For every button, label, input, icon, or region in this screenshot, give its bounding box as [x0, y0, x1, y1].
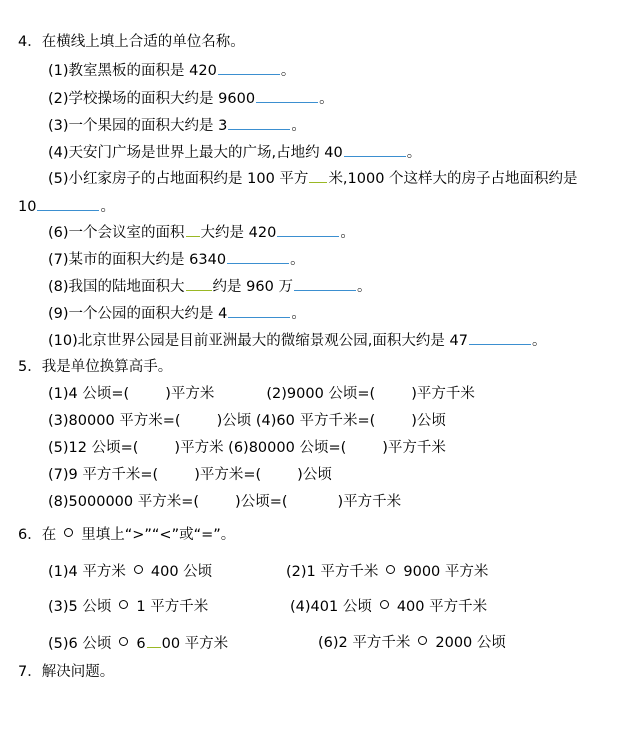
- q4-item-4: (4)天安门广场是世界上最大的广场,占地约 40 。: [48, 142, 421, 163]
- q6-item-3: (3)5 公顷 1 平方千米: [48, 599, 209, 615]
- q6-item-6: (6)2 平方千米 2000 公顷: [318, 635, 506, 651]
- q5-title: 5．我是单位换算高手。: [18, 359, 173, 375]
- answer-blank[interactable]: [344, 142, 406, 157]
- answer-blank[interactable]: [186, 222, 200, 237]
- q4-title: 4．在横线上填上合适的单位名称。: [18, 34, 245, 50]
- q4-item-9: (9)一个公园的面积大约是 4 。: [48, 303, 306, 324]
- answer-blank[interactable]: [186, 276, 212, 291]
- answer-blank[interactable]: [228, 115, 290, 130]
- q4-item-5: (5)小红家房子的占地面积约是 100 平方 米,1000 个这样大的房子占地面积约是: [48, 168, 578, 189]
- answer-blank[interactable]: [309, 168, 327, 183]
- q7-title: 7．解决问题。: [18, 664, 115, 680]
- answer-blank[interactable]: [218, 60, 280, 75]
- q6-item-5: (5)6 公顷 6 00 平方米: [48, 633, 228, 654]
- compare-circle-icon[interactable]: [380, 600, 389, 609]
- q4-item-3: (3)一个果园的面积大约是 3 。: [48, 115, 306, 136]
- q4-item-2: (2)学校操场的面积大约是 9600 。: [48, 88, 334, 109]
- answer-blank[interactable]: [256, 88, 318, 103]
- answer-blank[interactable]: [228, 303, 290, 318]
- answer-blank[interactable]: [37, 196, 99, 211]
- q4-item-6: (6)一个会议室的面积 大约是 420 。: [48, 222, 355, 243]
- answer-blank[interactable]: [227, 249, 289, 264]
- q5-row-3: (5)12 公顷=( )平方米 (6)80000 公顷=( )平方千米: [48, 440, 446, 456]
- q4-item-5-cont: 10 。: [18, 196, 115, 217]
- compare-circle-icon[interactable]: [386, 565, 395, 574]
- compare-circle-icon: [64, 528, 73, 537]
- q5-row-1: (1)4 公顷=( )平方米 (2)9000 公顷=( )平方千米: [48, 386, 475, 402]
- compare-circle-icon[interactable]: [119, 637, 128, 646]
- compare-circle-icon[interactable]: [119, 600, 128, 609]
- q5-row-5: (8)5000000 平方米=( )公顷=( )平方千米: [48, 494, 402, 510]
- answer-blank[interactable]: [469, 330, 531, 345]
- answer-blank[interactable]: [294, 276, 356, 291]
- q6-item-4: (4)401 公顷 400 平方千米: [290, 599, 488, 615]
- compare-circle-icon[interactable]: [418, 636, 427, 645]
- q6-item-2: (2)1 平方千米 9000 平方米: [286, 564, 489, 580]
- q5-row-2: (3)80000 平方米=( )公顷 (4)60 平方千米=( )公顷: [48, 413, 446, 429]
- q6-title: 6．在 里填上“>”“<”或“=”。: [18, 527, 236, 543]
- answer-blank[interactable]: [147, 633, 161, 648]
- q4-item-8: (8)我国的陆地面积大 约是 960 万 。: [48, 276, 371, 297]
- q4-item-1: (1)教室黑板的面积是 420 。: [48, 60, 295, 81]
- q5-row-4: (7)9 平方千米=( )平方米=( )公顷: [48, 467, 332, 483]
- answer-blank[interactable]: [277, 222, 339, 237]
- q6-item-1: (1)4 平方米 400 公顷: [48, 564, 213, 580]
- q4-item-10: (10)北京世界公园是目前亚洲最大的微缩景观公园,面积大约是 47 。: [48, 330, 546, 351]
- compare-circle-icon[interactable]: [134, 565, 143, 574]
- q4-item-7: (7)某市的面积大约是 6340 。: [48, 249, 305, 270]
